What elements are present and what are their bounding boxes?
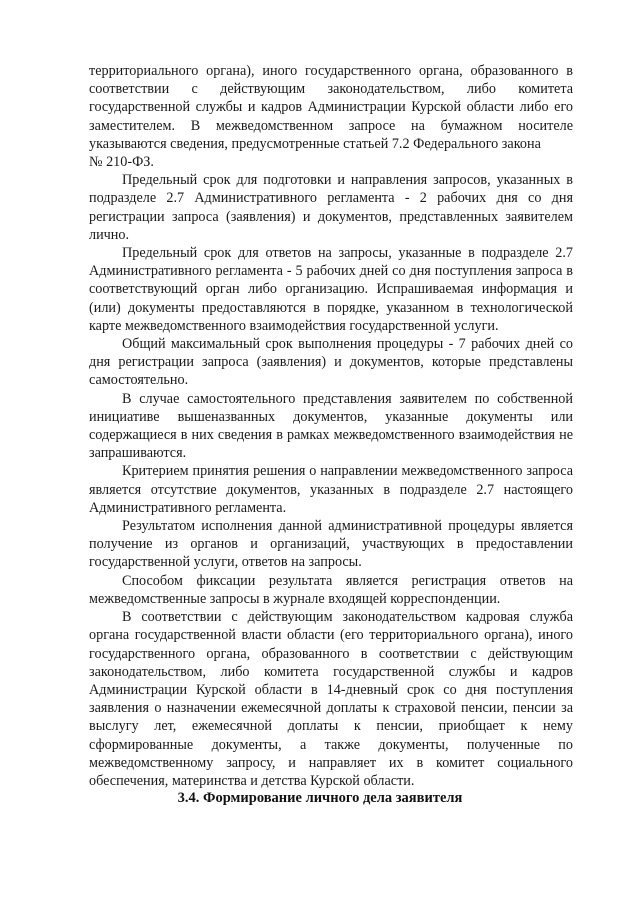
paragraph-result-recording: Способом фиксации результата является регистрация ответов на межведомственные запросы в журнале входящей корреспонденции. <box>89 572 573 607</box>
paragraph-procedure-result: Результатом исполнения данной административной процедуры является получение из органов и организаций, участвующих в предоставлении государственной услуги, ответов на запросы. <box>89 518 573 571</box>
paragraph-self-submission: В случае самостоятельного представления заявителем по собственной инициативе вышеназванных документов, указанные документы или содержащиеся в них сведения в рамках межведомственного взаимодействия не запрашиваются. <box>89 390 573 462</box>
document-body <box>89 62 573 790</box>
paragraph-decision-criterion: Критерием принятия решения о направлении межведомственного запроса является отсутствие документов, указанных в подразделе 2.7 настоящего Административного регламента. <box>89 463 573 516</box>
paragraph-continuation: территориального органа), иного государственного органа, образованного в соответствии с действующим законодательством, либо комитета государственной службы и кадров Администрации Курской области либо его заместителем. В межведомственном запросе на бумажном носителе указываются сведения, предусмотренные статьей 7.2 Федерального закона <box>89 63 573 152</box>
paragraph-law-number: № 210-ФЗ. <box>89 154 154 171</box>
paragraph-response-deadline: Предельный срок для ответов на запросы, указанные в подразделе 2.7 Административного регламента - 5 рабочих дней со дня поступления запроса в соответствующий орган либо организацию. Испрашиваемая информация и (или) документы предоставляются в порядке, указанном в технологической карте межведомственного взаимодействия государственной услуги. <box>89 245 573 334</box>
paragraph-hr-service: В соответствии с действующим законодательством кадровая служба органа государственной власти области (его территориального органа), иного государственного органа, образованного в соответствии с действующим законодательством, либо комитета государственной службы и кадров Администрации Курской области в 14-дневный срок со дня поступления заявления о назначении ежемесячной доплаты к страховой пенсии, пенсии за выслугу лет, ежемесячной доплаты к пенсии, приобщает к нему сформированные документы, а также документы, полученные по межведомственному запросу, и направляет их в комитет социального обеспечения, материнства и детства Курской области. <box>89 609 573 789</box>
paragraph-max-duration: Общий максимальный срок выполнения процедуры - 7 рабочих дней со дня регистрации запроса (заявления) и документов, которые представлены самостоятельно. <box>89 336 573 389</box>
section-heading: 3.4. Формирование личного дела заявителя <box>177 790 463 806</box>
paragraph-request-deadline: Предельный срок для подготовки и направления запросов, указанных в подразделе 2.7 Административного регламента - 2 рабочих дня со дня регистрации запроса (заявления) и документов, представленных заявителем лично. <box>89 172 573 243</box>
